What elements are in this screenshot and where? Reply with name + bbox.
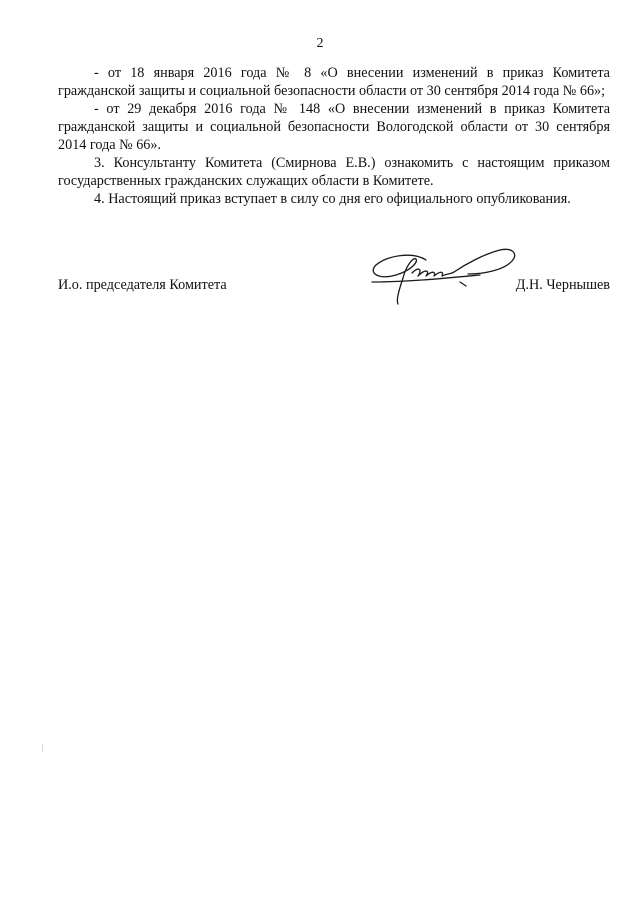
signature-block bbox=[58, 246, 610, 316]
handwritten-signature bbox=[368, 246, 518, 312]
document-body bbox=[58, 64, 610, 208]
paragraph-item-4: 4. Настоящий приказ вступает в силу со дня его официального опубликования. bbox=[94, 191, 571, 207]
signer-name: Д.Н. Чернышев bbox=[515, 277, 610, 293]
scan-artifact bbox=[42, 744, 43, 752]
paragraph-item-3: 3. Консультанту Комитета (Смирнова Е.В.) ознакомить с настоящим приказом государственных гражданских служащих области в Комитете. bbox=[58, 155, 610, 189]
page-number: 2 bbox=[316, 36, 324, 51]
paragraph-amendment-december: - от 29 декабря 2016 года № 148 «О внесении изменений в приказ Комитета гражданской защиты и социальной безопасности Вологодской области от 30 сентября 2014 года № 66». bbox=[58, 101, 610, 153]
signer-title: И.о. председателя Комитета bbox=[58, 277, 227, 293]
paragraph-amendment-january: - от 18 января 2016 года № 8 «О внесении изменений в приказ Комитета гражданской защиты и социальной безопасности области от 30 сентября 2014 года № 66»; bbox=[58, 65, 610, 99]
